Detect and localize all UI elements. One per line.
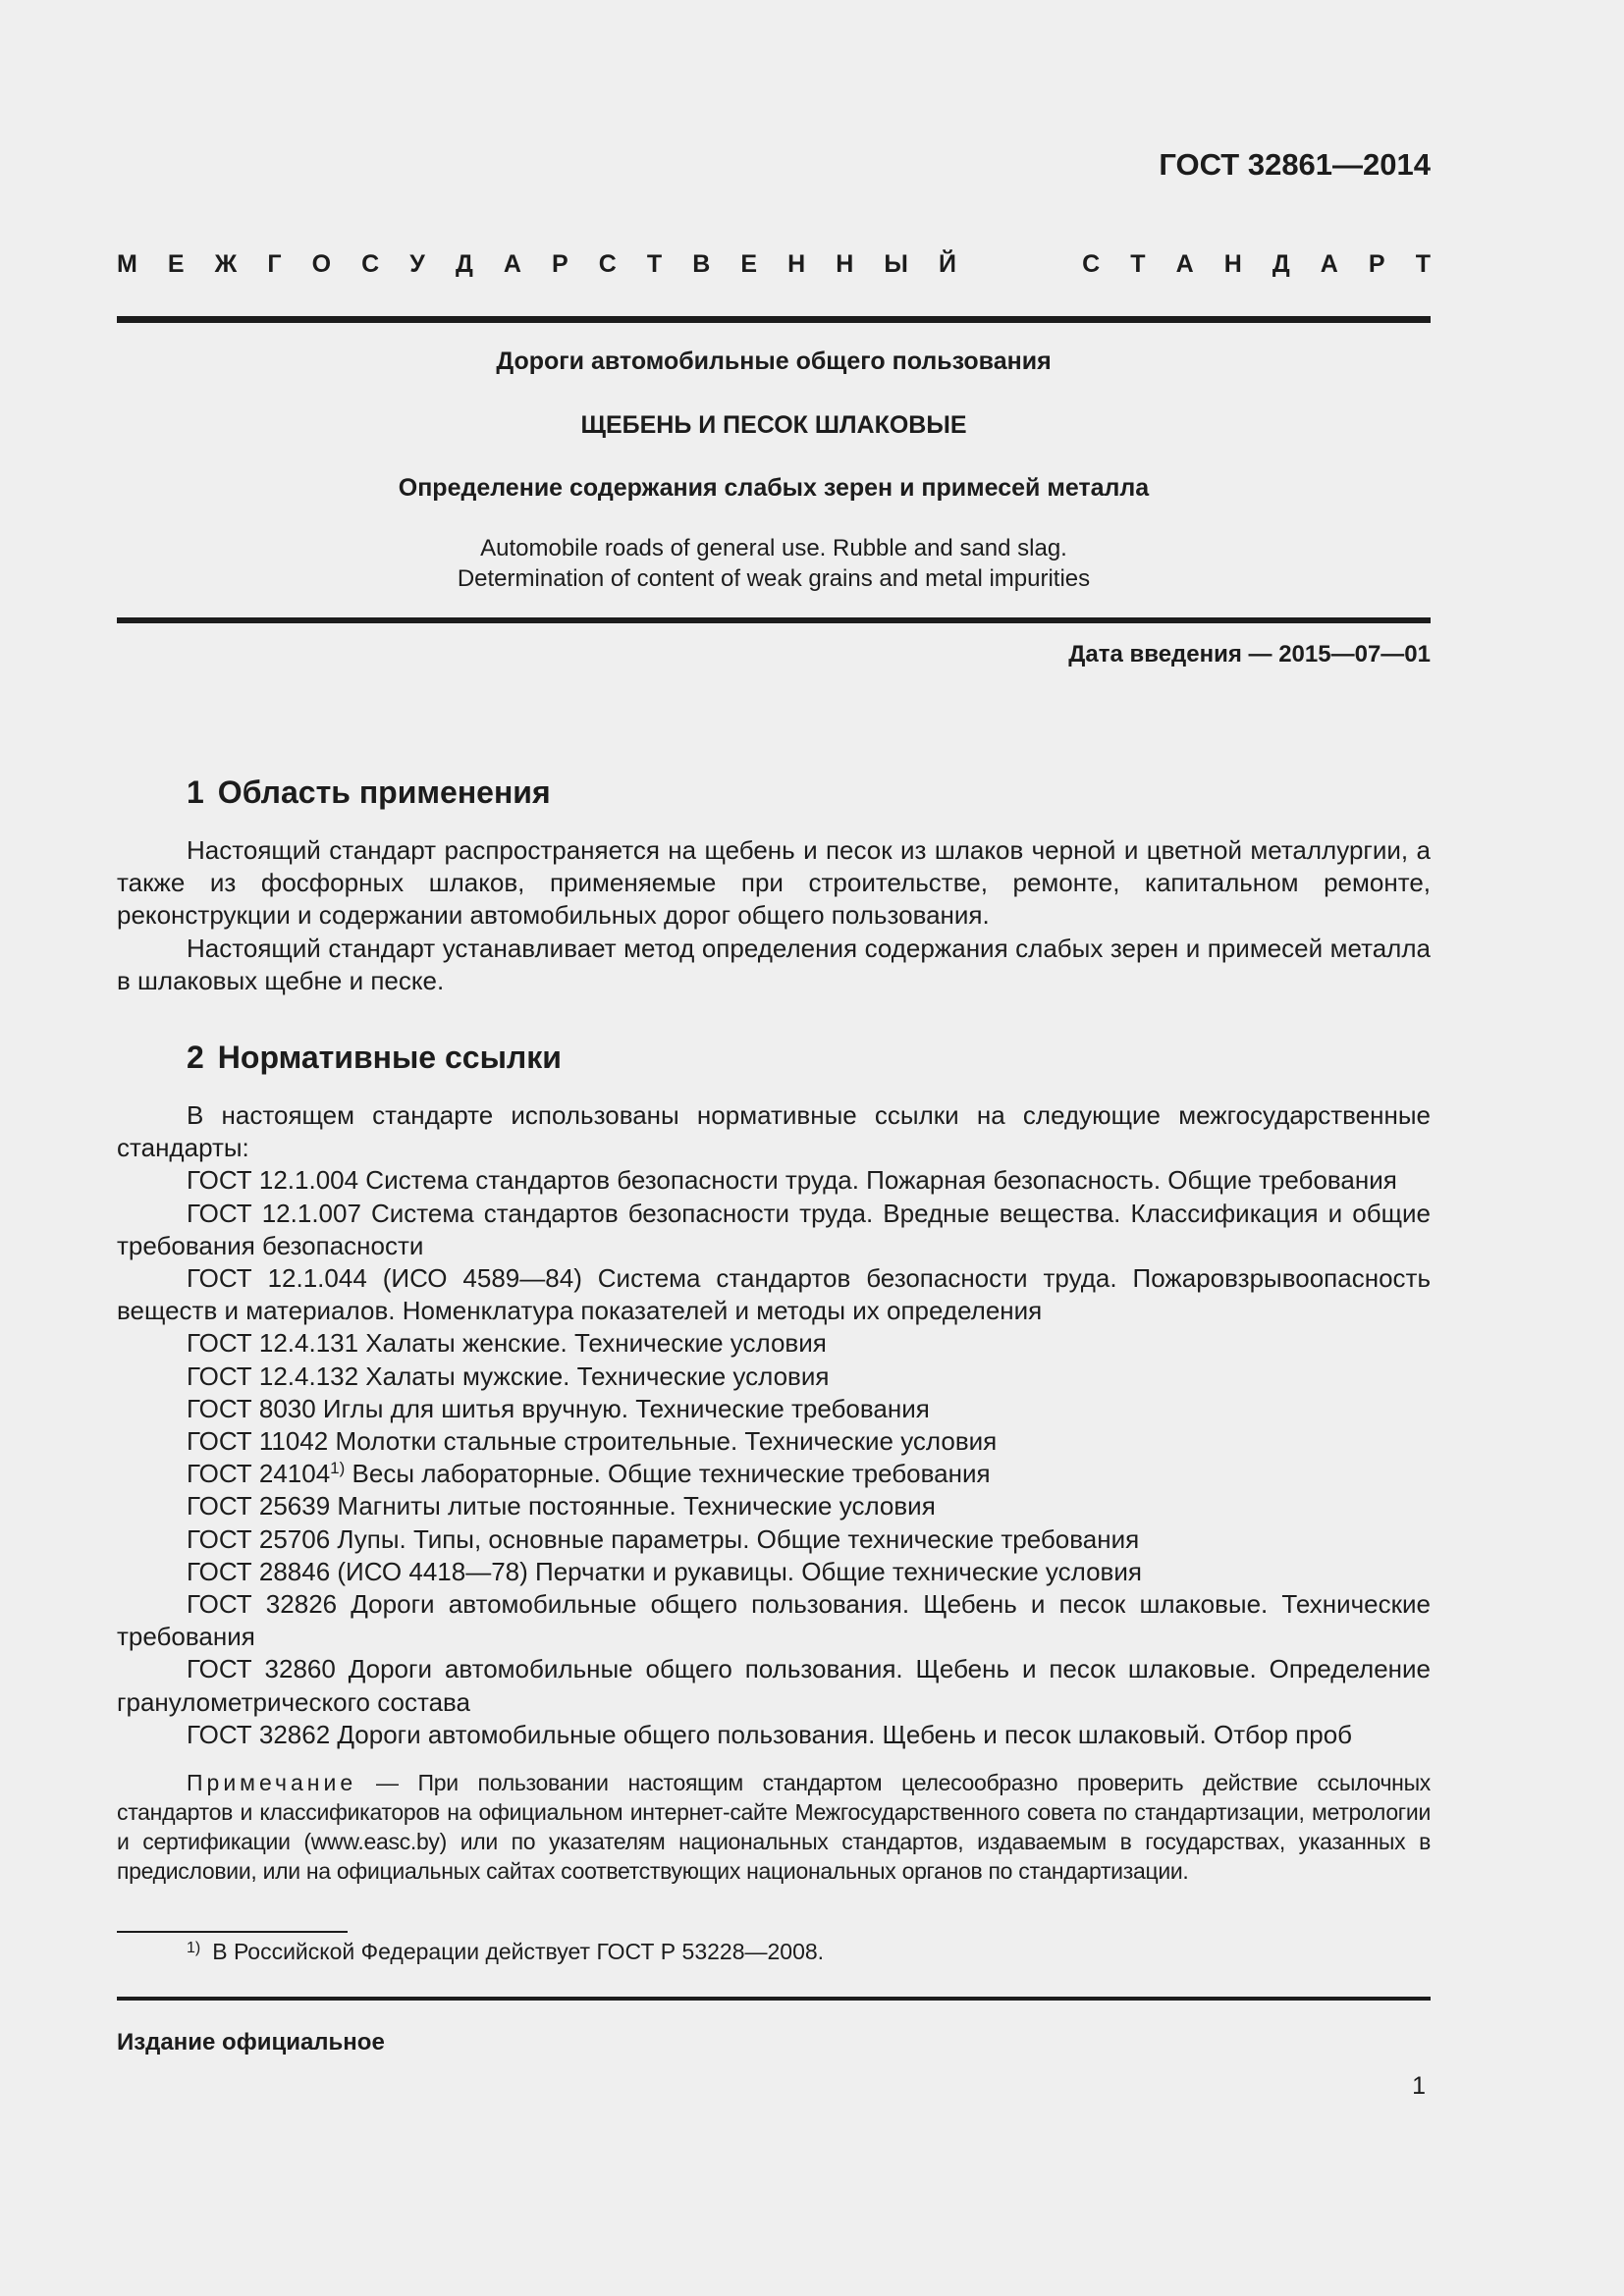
banner-letter: С <box>598 250 617 278</box>
banner-letter: А <box>1175 250 1194 278</box>
banner-letter: Й <box>938 250 956 278</box>
banner-letter: Е <box>740 250 758 278</box>
paragraph: Настоящий стандарт устанавливает метод определения содержания слабых зерен и примесей металла в шлаковых щебне и песке. <box>117 933 1431 995</box>
banner-letter: Д <box>455 250 473 278</box>
banner-letter: Р <box>1368 250 1385 278</box>
normative-reference: ГОСТ 32862 Дороги автомобильные общего пользования. Щебень и песок шлаковый. Отбор проб <box>187 1719 1353 1749</box>
footnote <box>187 1937 824 1966</box>
top-rule <box>117 316 1431 323</box>
footnote-marker[interactable]: 1) <box>330 1459 346 1478</box>
banner-letter: Р <box>551 250 568 278</box>
banner-letter: Г <box>267 250 282 278</box>
title-main: ЩЕБЕНЬ И ПЕСОК ШЛАКОВЫЕ <box>580 411 967 439</box>
banner-letter: Ж <box>214 250 238 278</box>
note-label: Примечание <box>187 1770 357 1795</box>
banner-letter: С <box>1082 250 1101 278</box>
normative-reference: ГОСТ 12.1.007 Система стандартов безопасности труда. Вредные вещества. Классификация и общие требования безопасности <box>117 1198 1431 1260</box>
normative-reference: ГОСТ 25639 Магниты литые постоянные. Технические условия <box>187 1491 936 1522</box>
banner-letter: Д <box>1272 250 1290 278</box>
normative-reference: ГОСТ 32826 Дороги автомобильные общего пользования. Щебень и песок шлаковые. Технические требования <box>117 1589 1431 1652</box>
normative-reference: ГОСТ 32860 Дороги автомобильные общего пользования. Щебень и песок шлаковые. Определение гранулометрического состава <box>117 1654 1431 1717</box>
interstate-standard-banner <box>117 247 1431 281</box>
banner-letter: Т <box>1130 250 1146 278</box>
english-title-line: Automobile roads of general use. Rubble and sand slag. <box>480 535 1067 561</box>
section-number: 2 <box>187 1040 204 1075</box>
title-english <box>117 533 1431 594</box>
banner-letter: М <box>117 250 137 278</box>
title-subject: Определение содержания слабых зерен и примесей металла <box>398 474 1150 502</box>
paragraph: Настоящий стандарт распространяется на щебень и песок из шлаков черной и цветной металлургии, а также из фосфорных шлаков, применяемые при строительстве, ремонте, капитальном ремонте, реконструкции и содержании автомобильных дорог общего пользования. <box>117 835 1431 931</box>
banner-letter: Т <box>1415 250 1431 278</box>
banner-letter: Н <box>836 250 854 278</box>
banner-letter: Е <box>167 250 185 278</box>
normative-reference: ГОСТ 12.4.132 Халаты мужские. Технические условия <box>187 1361 830 1391</box>
normative-reference: ГОСТ 28846 (ИСО 4418—78) Перчатки и рукавицы. Общие технические условия <box>187 1556 1142 1586</box>
normative-reference: ГОСТ 25706 Лупы. Типы, основные параметры. Общие технические требования <box>187 1523 1140 1554</box>
banner-letter: С <box>361 250 380 278</box>
banner-letter: А <box>1320 250 1338 278</box>
note <box>117 1768 1431 1886</box>
section-title: Нормативные ссылки <box>217 1040 562 1075</box>
normative-reference: ГОСТ 8030 Иглы для шитья вручную. Технические требования <box>187 1393 930 1423</box>
english-title-line: Determination of content of weak grains and metal impurities <box>457 565 1091 592</box>
normative-reference: ГОСТ 12.1.044 (ИСО 4589—84) Система стандартов безопасности труда. Пожаровзрывоопасность веществ и материалов. Номенклатура показателей и методы их определения <box>117 1263 1431 1326</box>
normative-reference: ГОСТ 12.4.131 Халаты женские. Технические условия <box>187 1328 827 1359</box>
title-road-category: Дороги автомобильные общего пользования <box>496 347 1052 375</box>
section-heading <box>187 1038 562 1077</box>
normative-reference: ГОСТ 12.1.004 Система стандартов безопасности труда. Пожарная безопасность. Общие требования <box>187 1165 1397 1196</box>
banner-letter: Т <box>646 250 663 278</box>
normative-reference <box>117 1458 1431 1490</box>
note-text: — При пользовании настоящим стандартом целесообразно проверить действие ссылочных стандартов и классификаторов на официальном интернет-сайте Межгосударственного совета по стандартизации, метрологии и сертификации (www.easc.by) или по указателям национальных стандартов, издаваемым в государствах, указанных в предисловии, или на официальных сайтах соответствующих национальных органов по стандартизации. <box>117 1770 1431 1884</box>
section-title: Область применения <box>217 774 551 810</box>
reference-title: Весы лабораторные. Общие технические требования <box>345 1459 991 1489</box>
document-number: ГОСТ 32861—2014 <box>1159 147 1431 182</box>
banner-word-gap <box>987 247 1052 281</box>
normative-reference: ГОСТ 11042 Молотки стальные строительные. Технические условия <box>187 1426 998 1457</box>
banner-letter: Ы <box>884 250 908 278</box>
title-bottom-rule <box>117 617 1431 623</box>
bottom-rule <box>117 1997 1431 2001</box>
paragraph: В настоящем стандарте использованы нормативные ссылки на следующие межгосударственные стандарты: <box>117 1100 1431 1163</box>
reference-code: ГОСТ 24104 <box>187 1459 331 1489</box>
banner-letter: А <box>503 250 521 278</box>
section-body <box>117 1099 1431 1751</box>
page-number: 1 <box>1412 2072 1426 2100</box>
banner-letter: Н <box>1223 250 1242 278</box>
section-heading <box>187 773 551 812</box>
edition-label: Издание официальное <box>117 2029 385 2056</box>
banner-letter: В <box>692 250 711 278</box>
section-number: 1 <box>187 774 204 810</box>
footnote-separator <box>117 1931 348 1933</box>
footnote-marker: 1) <box>187 1940 201 1956</box>
section-body <box>117 834 1431 997</box>
footnote-text: В Российской Федерации действует ГОСТ Р 53228—2008. <box>212 1939 825 1964</box>
banner-letter: О <box>311 250 332 278</box>
introduction-date: Дата введения — 2015—07—01 <box>1068 641 1431 667</box>
banner-letter: Н <box>787 250 806 278</box>
banner-letter: У <box>409 250 425 278</box>
